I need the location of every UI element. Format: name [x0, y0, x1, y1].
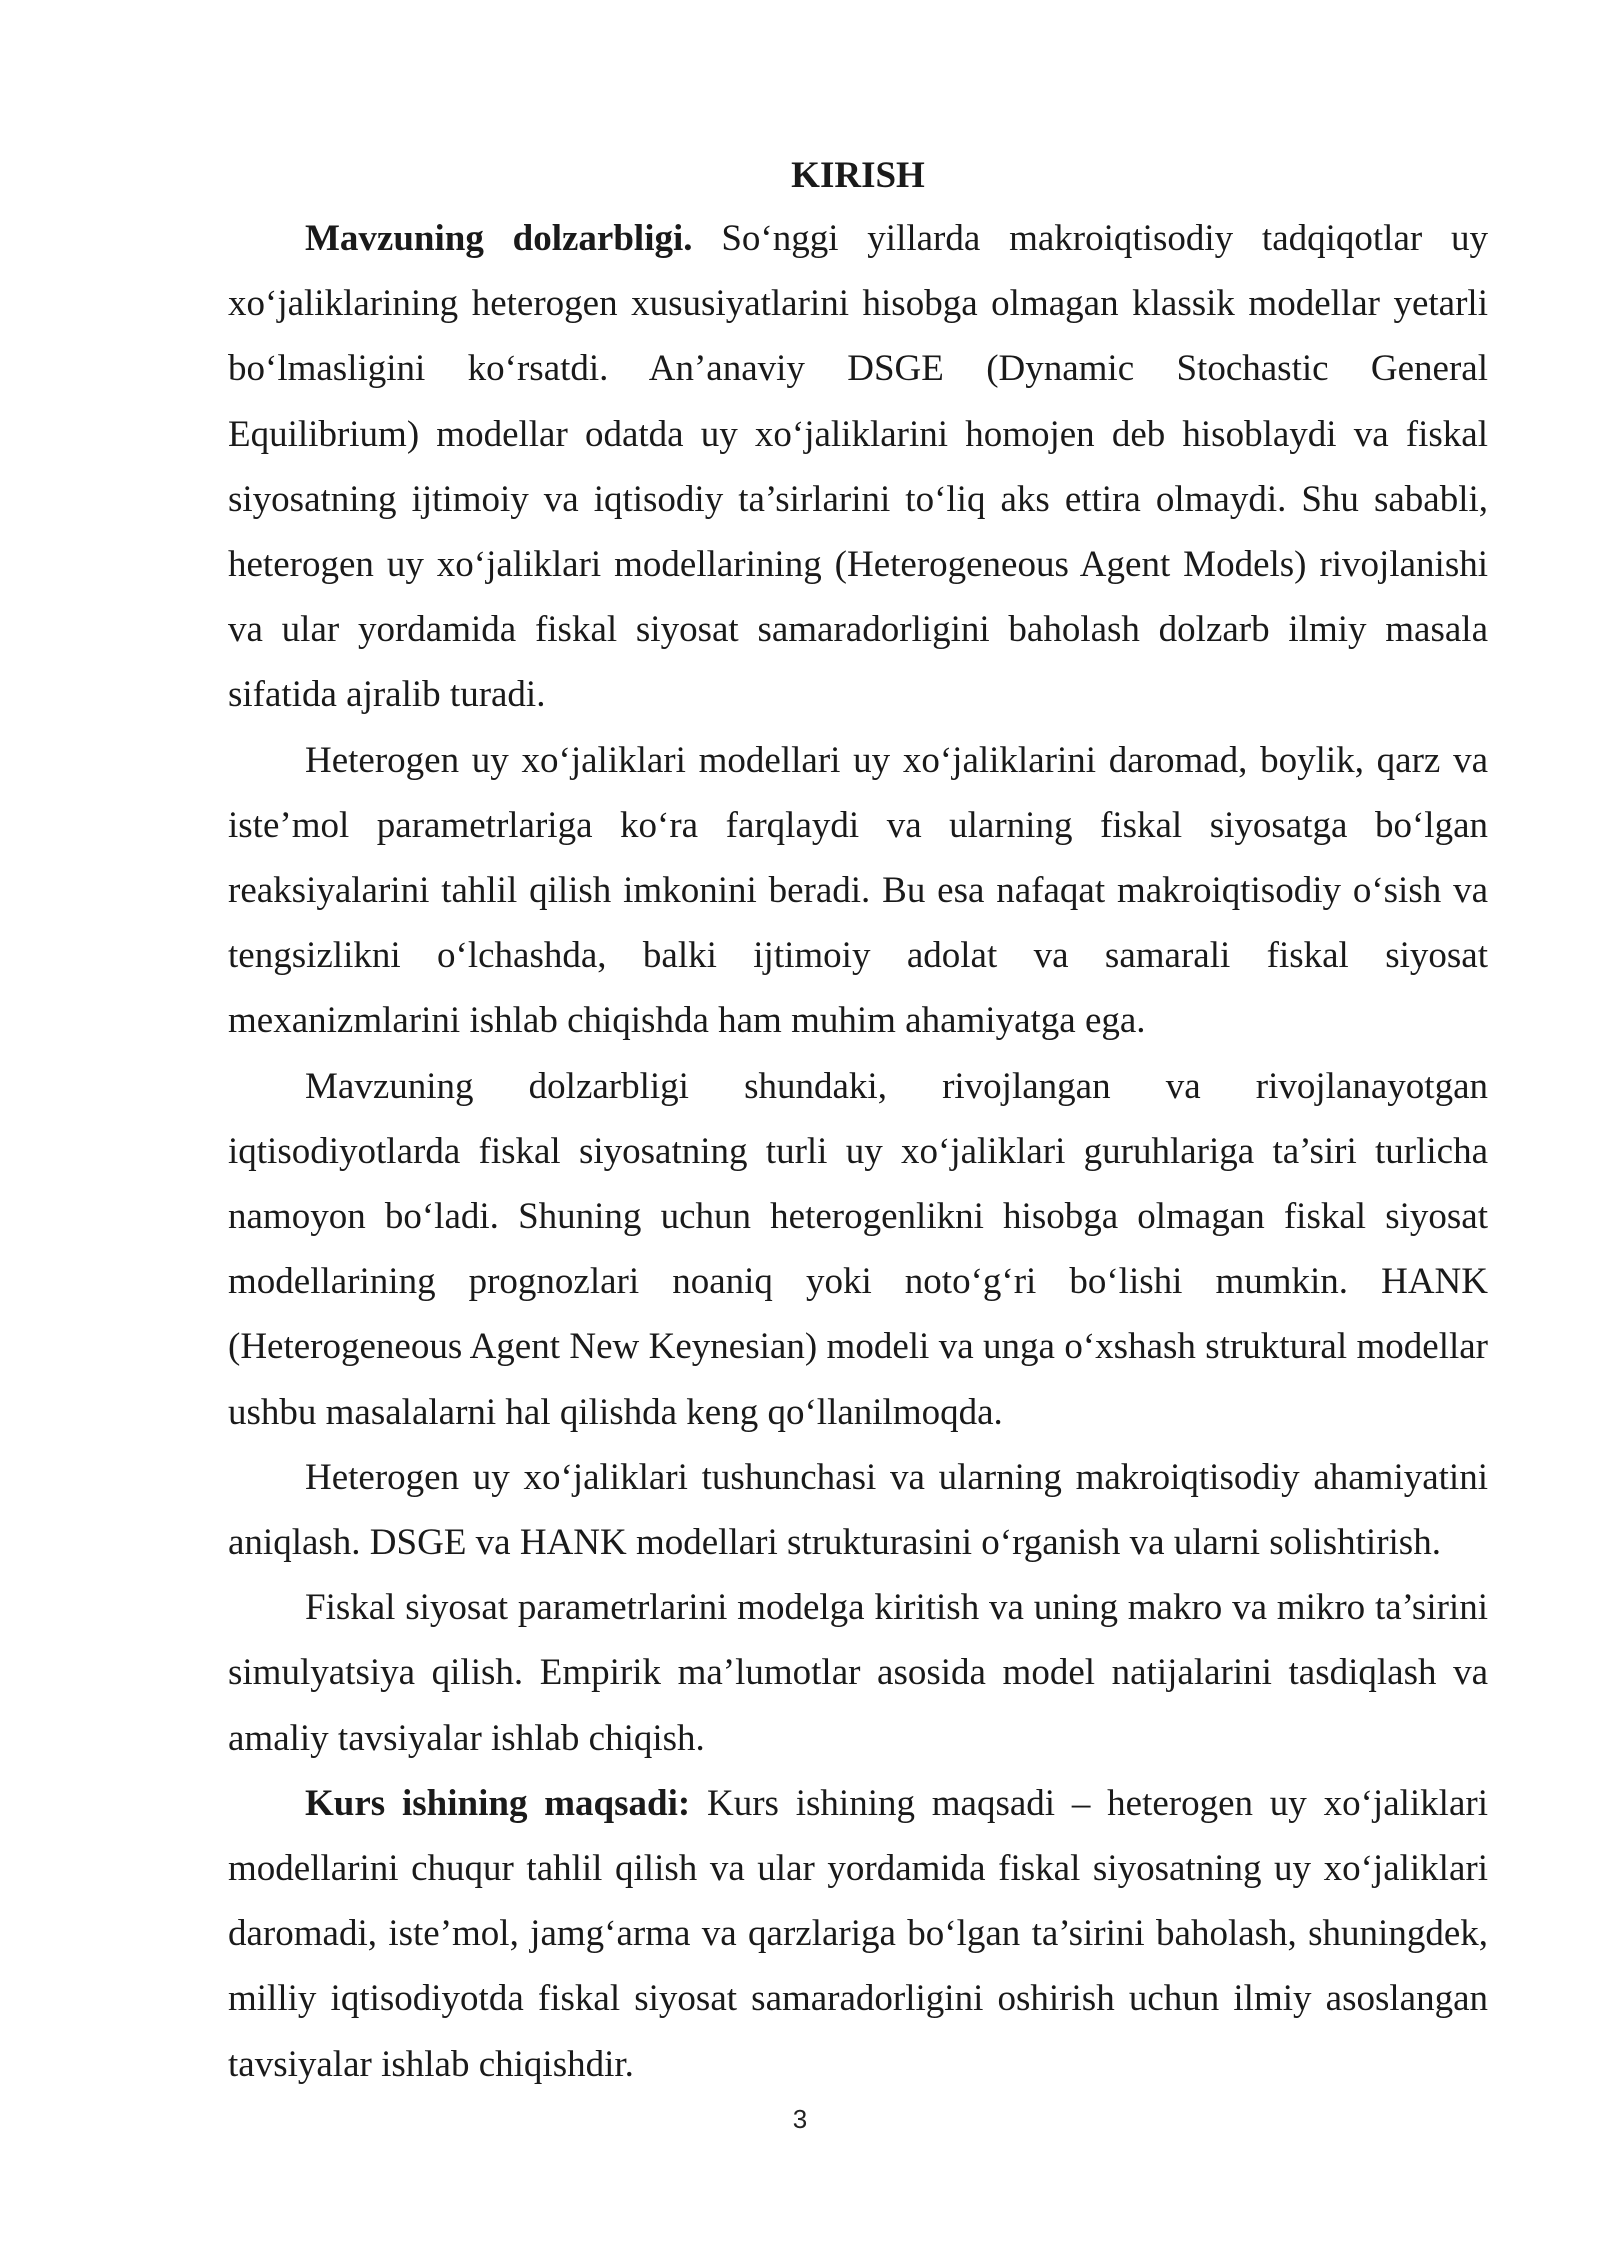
- paragraph-text: Heterogen uy xo‘jaliklari modellari uy xo‘jaliklarini daromad, boylik, qarz va iste’mol parametrlariga ko‘ra farqlaydi va ularning fiskal siyosatga bo‘lgan reaksiyalarini tahlil qilish imkonini beradi. Bu esa nafaqat makroiqtisodiy o‘sish va tengsizlikni o‘lchashda, balki ijtimoiy adolat va samarali fiskal siyosat mexanizmlarini ishlab chiqishda ham muhim ahamiyatga ega.: [228, 739, 1488, 1042]
- paragraph-lead: Kurs ishining maqsadi:: [305, 1782, 691, 1824]
- paragraph-text: Kurs ishining maqsadi – heterogen uy xo‘jaliklari modellarini chuqur tahlil qilish va ular yordamida fiskal siyosatning uy xo‘jaliklari daromadi, iste’mol, jamg‘arma va qarzlariga bo‘lgan ta’sirini baholash, shuningdek, milliy iqtisodiyotda fiskal siyosat samaradorligini oshirish uchun ilmiy asoslangan tavsiyalar ishlab chiqishdir.: [228, 1782, 1488, 2085]
- paragraph-text: So‘nggi yillarda makroiqtisodiy tadqiqotlar uy xo‘jaliklarining heterogen xususiyatlarini hisobga olmagan klassik modellar yetarli bo‘lmasligini ko‘rsatdi. An’anaviy DSGE (Dynamic Stochastic General Equilibrium) modellar odatda uy xo‘jaliklarini homojen deb hisoblaydi va fiskal siyosatning ijtimoiy va iqtisodiy ta’sirlarini to‘liq aks ettira olmaydi. Shu sababli, heterogen uy xo‘jaliklari modellarining (Heterogeneous Agent Models) rivojlanishi va ular yordamida fiskal siyosat samaradorligini baholash dolzarb ilmiy masala sifatida ajralib turadi.: [228, 218, 1489, 716]
- page-number: 3: [792, 2104, 808, 2134]
- paragraph-goal: [228, 1771, 1488, 2097]
- paragraph-heterogeneous-models: [228, 728, 1488, 1054]
- paragraph-text: Fiskal siyosat parametrlarini modelga kiritish va uning makro va mikro ta’sirini simulyatsiya qilish. Empirik ma’lumotlar asosida model natijalarini tasdiqlash va amaliy tavsiyalar ishlab chiqish.: [228, 1587, 1488, 1759]
- paragraph-relevance: [228, 206, 1488, 728]
- paragraph-task-simulation: [228, 1575, 1488, 1771]
- paragraph-lead: Mavzuning dolzarbligi.: [305, 218, 693, 259]
- paragraph-text: Mavzuning dolzarbligi shundaki, rivojlangan va rivojlanayotgan iqtisodiyotlarda fiskal siyosatning turli uy xo‘jaliklari guruhlariga ta’siri turlicha namoyon bo‘ladi. Shuning uchun heterogenlikni hisobga olmagan fiskal siyosat modellarining prognozlari noaniq yoki noto‘g‘ri bo‘lishi mumkin. HANK (Heterogeneous Agent New Keynesian) modeli va unga o‘xshash struktural modellar ushbu masalalarni hal qilishda keng qo‘llanilmoqda.: [228, 1065, 1488, 1433]
- paragraph-text: Heterogen uy xo‘jaliklari tushunchasi va ularning makroiqtisodiy ahamiyatini aniqlash. DSGE va HANK modellari strukturasini o‘rganish va ularni solishtirish.: [228, 1456, 1488, 1564]
- paragraph-relevance-detail: [228, 1054, 1488, 1445]
- page-content: [228, 146, 1488, 2097]
- page-title: KIRISH: [791, 155, 925, 196]
- paragraph-task-definition: [228, 1445, 1488, 1575]
